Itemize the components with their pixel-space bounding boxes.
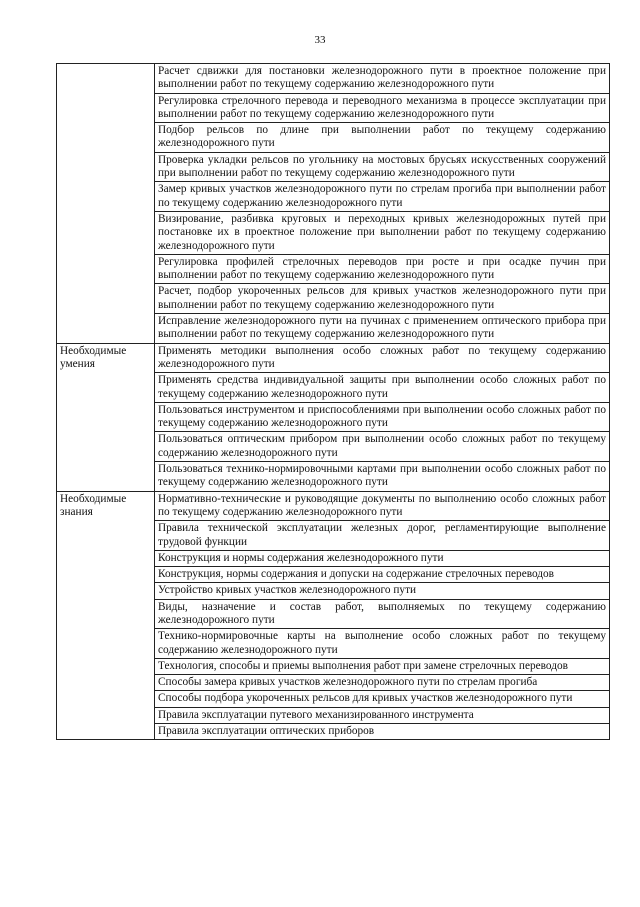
requirement-item: Технология, способы и приемы выполнения работ при замене стрелочных переводов	[155, 658, 610, 674]
section-label: Необходимые знания	[60, 492, 127, 518]
requirement-item: Регулировка профилей стрелочных переводов при росте и при осадке пучин при выполнении работ по текущему содержанию железнодорожного пути	[155, 254, 610, 284]
requirement-item: Правила эксплуатации оптических приборов	[155, 724, 610, 740]
section-label-cell	[57, 64, 155, 344]
table-row	[57, 491, 610, 521]
requirement-item: Способы подбора укороченных рельсов для кривых участков железнодорожного пути	[155, 691, 610, 707]
requirement-item: Расчет, подбор укороченных рельсов для кривых участков железнодорожного пути при выполнении работ по текущему содержанию железнодорожного пути	[155, 284, 610, 314]
requirement-item: Способы замера кривых участков железнодорожного пути по стрелам прогиба	[155, 675, 610, 691]
section-label: Необходимые умения	[60, 344, 127, 370]
requirements-table-body	[57, 64, 610, 740]
requirement-item: Регулировка стрелочного перевода и переводного механизма в процессе эксплуатации при выполнении работ по текущему содержанию железнодорожного пути	[155, 93, 610, 123]
requirements-table	[56, 63, 610, 740]
requirement-item: Правила технической эксплуатации железных дорог, регламентирующие выполнение трудовой функции	[155, 521, 610, 551]
requirement-item: Визирование, разбивка круговых и переходных кривых железнодорожных путей при постановке их в проектное положение при выполнении работ по текущему содержанию железнодорожного пути	[155, 211, 610, 254]
requirement-item: Применять средства индивидуальной защиты при выполнении особо сложных работ по текущему содержанию железнодорожного пути	[155, 373, 610, 403]
requirement-item: Пользоваться оптическим прибором при выполнении особо сложных работ по текущему содержанию железнодорожного пути	[155, 432, 610, 462]
section-label-cell	[57, 343, 155, 491]
table-row	[57, 64, 610, 94]
requirement-item: Правила эксплуатации путевого механизированного инструмента	[155, 707, 610, 723]
requirement-item: Устройство кривых участков железнодорожного пути	[155, 583, 610, 599]
page-number: 33	[314, 34, 326, 46]
section-label-cell	[57, 491, 155, 740]
requirement-item: Замер кривых участков железнодорожного пути по стрелам прогиба при выполнении работ по текущему содержанию железнодорожного пути	[155, 182, 610, 212]
requirement-item: Проверка укладки рельсов по угольнику на мостовых брусьях искусственных сооружений при выполнении работ по текущему содержанию железнодорожного пути	[155, 152, 610, 182]
requirement-item: Конструкция и нормы содержания железнодорожного пути	[155, 550, 610, 566]
requirement-item: Технико-нормировочные карты на выполнение особо сложных работ по текущему содержанию железнодорожного пути	[155, 629, 610, 659]
requirement-item: Расчет сдвижки для постановки железнодорожного пути в проектное положение при выполнении работ по текущему содержанию железнодорожного пути	[155, 64, 610, 94]
requirement-item: Виды, назначение и состав работ, выполняемых по текущему содержанию железнодорожного пути	[155, 599, 610, 629]
requirement-item: Подбор рельсов по длине при выполнении работ по текущему содержанию железнодорожного пути	[155, 123, 610, 153]
table-row	[57, 343, 610, 373]
requirement-item: Исправление железнодорожного пути на пучинах с применением оптического прибора при выполнении работ по текущему содержанию железнодорожного пути	[155, 314, 610, 344]
requirement-item: Применять методики выполнения особо сложных работ по текущему содержанию железнодорожного пути	[155, 343, 610, 373]
requirement-item: Нормативно-технические и руководящие документы по выполнению особо сложных работ по текущему содержанию железнодорожного пути	[155, 491, 610, 521]
requirement-item: Пользоваться инструментом и приспособлениями при выполнении особо сложных работ по текущему содержанию железнодорожного пути	[155, 402, 610, 432]
requirement-item: Пользоваться технико-нормировочными картами при выполнении особо сложных работ по текущему содержанию железнодорожного пути	[155, 462, 610, 492]
requirement-item: Конструкция, нормы содержания и допуски на содержание стрелочных переводов	[155, 567, 610, 583]
